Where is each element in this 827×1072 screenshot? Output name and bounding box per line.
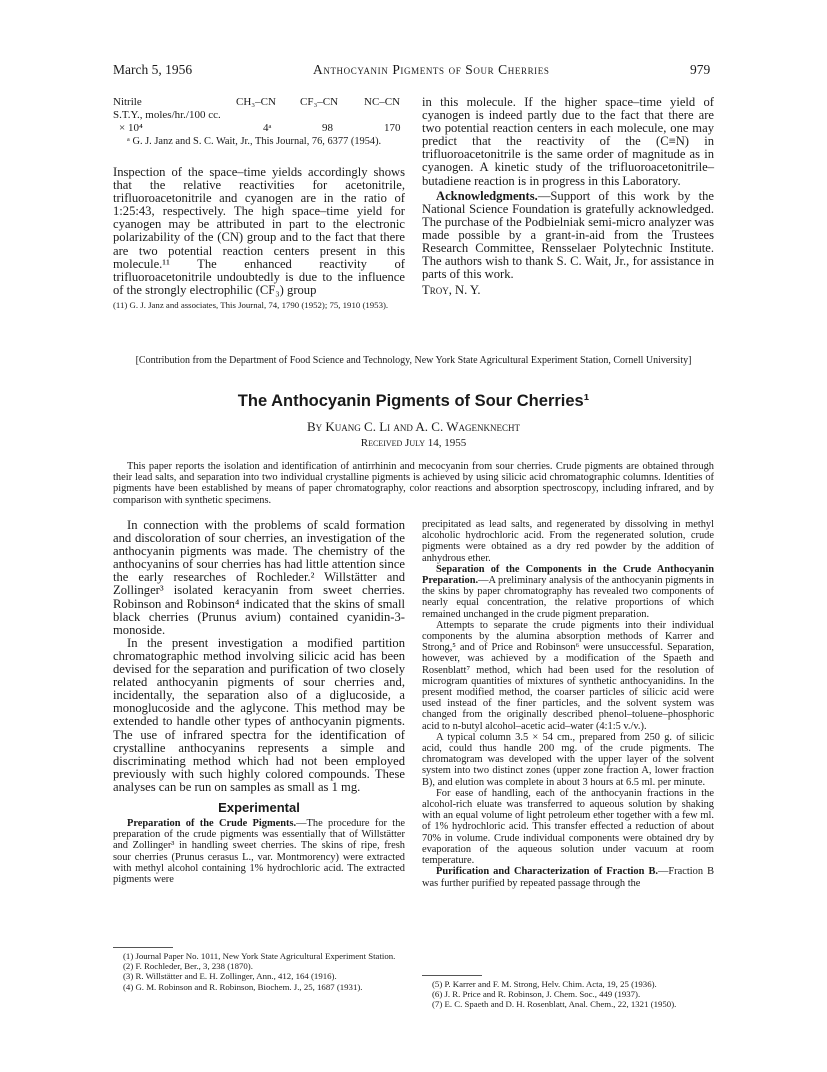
table-cell: 4ᵃ <box>263 122 272 134</box>
footnote-divider <box>113 947 173 948</box>
body-paragraph: Attempts to separate the crude pigments into their individual components by the alumina absorption methods of Karrer and Strong,⁵ and of Price and Robinson⁶ were unsuccessful. Separation, however, was achieved by a modification of the Spaeth and Rosenblatt⁷ method, which had been used for the resolution of microgram quantities of mixtures of synthetic anthocyanidins. In the present modified method, the coarser particles of silicic acid were used instead of the finer particles, and the solvent system was changed from the originally described phenol–toluene–phosphoric acid to n-butyl alcohol–acetic acid–water (4:1:5 v./v.). <box>422 619 714 732</box>
table-col-header: NC–CN <box>364 96 401 108</box>
running-title: Anthocyanin Pigments of Sour Cherries <box>313 62 550 77</box>
right-body-column <box>422 519 714 889</box>
header-date: March 5, 1956 <box>113 62 193 77</box>
table-footnote: ᵃ G. J. Janz and S. C. Wait, Jr., This Journal, 76, 6377 (1954). <box>127 136 382 147</box>
footnote: (3) R. Willstätter and E. H. Zollinger, Ann., 412, 164 (1916). <box>123 971 337 982</box>
page-number: 979 <box>690 62 711 77</box>
left-footnotes <box>113 951 405 992</box>
preparation-paragraph: Preparation of the Crude Pigments.—The procedure for the preparation of the crude pigments was essentially that of Willstätter and Zollinger³ in handling sweet cherries. The skins of ripe, fresh sour cherries (Prunus cerasus L., var. Montmorency) were extracted with methyl alcohol containing 1% hydrochloric acid. The extracted pigments were <box>113 817 405 885</box>
received-date: Received July 14, 1955 <box>360 437 467 449</box>
table-cell: 170 <box>384 122 401 134</box>
right-top-column <box>422 96 714 297</box>
footnote: (6) J. R. Price and R. Robinson, J. Chem. Soc., 449 (1937). <box>432 989 641 1000</box>
footnote-divider <box>422 975 482 976</box>
intro-paragraph-1: In connection with the problems of scald formation and discoloration of sour cherries, an investigation of the anthocyanin pigments was made. The chemistry of the anthocyanins of sour cherries has had little attention since the early researches of Rochleder.² Willstätter and Zollinger³ isolated keracyanin from sweet cherries. Robinson and Robinson⁴ indicated that the skins of small black cherries (Prunus avium) contained cyanidin-3-monoside. <box>113 518 405 637</box>
table-cell: 98 <box>322 122 333 134</box>
location: Troy, N. Y. <box>422 283 481 298</box>
footnote: (1) Journal Paper No. 1011, New York State Agricultural Experiment Station. <box>123 951 396 961</box>
table-row-label: Nitrile <box>113 96 142 108</box>
footnote: (7) E. C. Spaeth and D. H. Rosenblatt, Anal. Chem., 22, 1321 (1950). <box>432 999 677 1010</box>
table-row-label: S.T.Y., moles/hr./100 cc. <box>113 109 221 121</box>
right-top-paragraph: in this molecule. If the higher space–time yield of cyanogen is indeed partly due to the fact that there are two potential reaction centers in each molecule, one may predict that the reactivity of the (C≡N) in trifluoroacetonitrile is the same order of magnitude as in cyanogen. A kinetic study of the trifluoroacetonitrile–butadiene reaction is in progress in this Laboratory. <box>422 95 714 188</box>
footnote: (2) F. Rochleder, Ber., 3, 238 (1870). <box>123 961 253 972</box>
body-paragraph: A typical column 3.5 × 54 cm., prepared from 250 g. of silicic acid, could thus handle 200 mg. of the crude pigments. The chromatogram was developed with the upper layer of the solvent system into two distinct zones (upper zone fraction A, lower fraction B), and elution was complete in about 3 hours at 6.5 ml. per minute. <box>422 731 714 788</box>
intro-paragraph-2: In the present investigation a modified partition chromatographic method involving silicic acid has been devised for the separation and purification of two closely related anthocyanin pigments of sour cherries and, incidentally, the separation also of a diglucoside, a monoglucoside and the aglycone. This method may be extended to handle other types of anthocyanin pigments. The use of infrared spectra for the identification of crystalline anthocyanins represents a simple and discriminating method which had not been employed previously with such highly colored compounds. These analyses can be run on samples as small as 1 mg. <box>113 635 405 794</box>
table-col-header: CF₃–CN <box>300 96 339 108</box>
footnote-11: (11) G. J. Janz and associates, This Journal, 74, 1790 (1952); 75, 1910 (1953). <box>113 300 389 310</box>
footnote: (5) P. Karrer and F. M. Strong, Helv. Chim. Acta, 19, 25 (1936). <box>432 979 657 989</box>
experimental-heading: Experimental <box>218 799 300 815</box>
body-paragraph: precipitated as lead salts, and regenerated by dissolving in methyl alcoholic hydrochloric acid. From the regenerated solution, crude pigments were obtained as a dry red powder by the addition of anhydrous ether. <box>422 519 714 564</box>
contribution-line: [Contribution from the Department of Food Science and Technology, New York State Agricultural Experiment Station, Cornell University] <box>135 355 692 366</box>
table-col-header: CH₃–CN <box>236 96 276 108</box>
acknowledgments: Acknowledgments.—Support of this work by the National Science Foundation is gratefully acknowledged. The purchase of the Podbielniak semi-micro analyzer was made possible by a grant-in-aid from the Trustees Research Committee, Rensselaer Polytechnic Institute. The authors wish to thank S. C. Wait, Jr., for assistance in parts of this work. <box>422 188 714 282</box>
article-title: The Anthocyanin Pigments of Sour Cherries¹ <box>237 392 590 410</box>
separation-paragraph: Separation of the Components in the Crude Anthocyanin Preparation.—A preliminary analysis of the anthocyanin pigments in the skins by paper chromatography has revealed two components of nearly equal concentration, the relative proportions of which remained unchanged in the crude pigment preparation. <box>422 563 714 620</box>
abstract: This paper reports the isolation and identification of antirrhinin and mecocyanin from sour cherries. Crude pigments are obtained through their lead salts, and separation into two individual crystalline pigments is achieved by using silicic acid chromatographic columns. Identities of pigments have been established by means of paper chromatography, color reactions and absorption spectroscopy, including infrared, and by comparison with synthetic specimens. <box>113 461 714 506</box>
table-row-label: × 10⁴ <box>119 122 143 134</box>
authors: By Kuang C. Li and A. C. Wagenknecht <box>306 419 521 434</box>
purification-paragraph: Purification and Characterization of Fraction B.—Fraction B was further purified by repeated passage through the <box>422 866 715 889</box>
left-body-column <box>113 519 405 885</box>
right-footnotes <box>422 979 714 1010</box>
body-paragraph: For ease of handling, each of the anthocyanin fractions in the alcohol-rich eluate was transferred to aqueous solution by shaking with an equal volume of light petroleum ether together with a few ml. of 1% hydrochloric acid. This transfer effected a reduction of about 70% in volume. Crude individual components were obtained dry by evaporation of the aqueous solution under vacuum at room temperature. <box>422 787 714 867</box>
left-top-paragraph: Inspection of the space–time yields accordingly shows that the relative reactivities for acetonitrile, trifluoroacetonitrile and cyanogen are in the ratio of 1:25:43, respectively. The high space–time yield for cyanogen may be attributed in part to the electronic polarizability of the (CN) group and to the fact that there are two potential reaction centers present in this molecule.¹¹ The enhanced reactivity of trifluoroacetonitrile undoubtedly is due to the influence of the strongly electrophilic (CF₃) group <box>113 165 405 297</box>
footnote: (4) G. M. Robinson and R. Robinson, Biochem. J., 25, 1687 (1931). <box>123 981 363 992</box>
